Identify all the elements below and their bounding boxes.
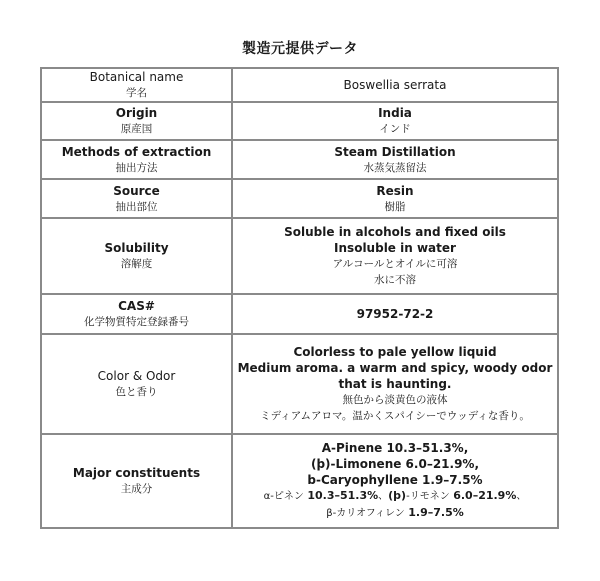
value-en: Boswellia serrata <box>343 78 447 92</box>
value-en: that is haunting. <box>338 377 452 391</box>
value-cell <box>232 434 558 528</box>
label-en: CAS# <box>118 299 155 313</box>
label-cell <box>41 179 232 218</box>
table-row-source <box>41 179 558 218</box>
value-ja: アルコールとオイルに可溶 <box>332 258 458 270</box>
label-en: Solubility <box>104 241 169 255</box>
value-en: b-Caryophyllene 1.9–7.5% <box>307 473 483 487</box>
value-ja: 無色から淡黄色の液体 <box>342 394 448 406</box>
label-ja: 抽出部位 <box>115 200 158 213</box>
table-row-botanical-name <box>41 68 558 102</box>
label-cell <box>41 334 232 434</box>
label-ja: 抽出方法 <box>115 161 158 174</box>
value-ja: 樹脂 <box>384 200 406 213</box>
value-mixed-number: 10.3–51.3% <box>307 489 379 502</box>
spec-table <box>40 67 559 529</box>
value-mixed <box>233 488 557 505</box>
label-cell <box>41 68 232 102</box>
value-mixed-text: 、 <box>378 491 389 502</box>
value-en: Colorless to pale yellow liquid <box>293 345 497 359</box>
label-ja: 原産国 <box>120 123 153 135</box>
table-row-solubility <box>41 218 558 294</box>
value-cell <box>232 294 558 334</box>
label-en: Major constituents <box>72 466 201 480</box>
label-ja: 化学物質特定登録番号 <box>84 316 189 328</box>
value-cell <box>232 179 558 218</box>
label-cell <box>41 102 232 140</box>
value-en: 97952-72-2 <box>356 307 434 321</box>
value-ja: インド <box>379 123 411 135</box>
label-en: Color & Odor <box>97 369 176 383</box>
value-en: Resin <box>376 183 414 198</box>
value-cell <box>232 140 558 179</box>
value-en: Soluble in alcohols and fixed oils <box>284 225 506 239</box>
value-mixed <box>233 505 557 522</box>
value-mixed-text: β-カリオフィレン <box>326 508 405 519</box>
label-en: Botanical name <box>89 70 184 84</box>
value-ja: 水蒸気蒸留法 <box>363 161 427 174</box>
table-row-major-constituents <box>41 434 558 528</box>
table-row-origin <box>41 102 558 140</box>
table-row-cas <box>41 294 558 334</box>
label-ja: 色と香り <box>115 386 158 398</box>
value-mixed-text: -リモネン <box>406 491 450 502</box>
label-ja: 主成分 <box>120 483 153 495</box>
table-row-methods <box>41 140 558 179</box>
value-cell <box>232 68 558 102</box>
value-cell <box>232 218 558 294</box>
label-cell <box>41 434 232 528</box>
label-cell <box>41 218 232 294</box>
value-mixed-text: 、 <box>516 491 527 502</box>
label-en: Source <box>113 183 160 198</box>
value-en: India <box>378 106 412 120</box>
value-cell <box>232 334 558 434</box>
value-en: Medium aroma. a warm and spicy, woody odor <box>237 361 553 375</box>
value-mixed-text: α-ピネン <box>263 491 304 502</box>
label-en: Origin <box>115 106 158 120</box>
label-ja: 溶解度 <box>120 258 153 270</box>
label-en: Methods of extraction <box>61 144 212 159</box>
value-en: A-Pinene 10.3–51.3%, <box>321 441 469 455</box>
label-ja: 学名 <box>126 87 147 99</box>
value-mixed-number: 1.9–7.5% <box>408 506 464 519</box>
value-en: (þ)-Limonene 6.0–21.9%, <box>310 457 480 471</box>
label-cell <box>41 294 232 334</box>
table-row-color-odor <box>41 334 558 434</box>
value-cell <box>232 102 558 140</box>
value-ja: 水に不溶 <box>374 274 416 286</box>
page-title: 製造元提供データ <box>242 41 358 57</box>
label-cell <box>41 140 232 179</box>
value-en: Steam Distillation <box>334 144 456 159</box>
value-mixed-number: 6.0–21.9% <box>453 489 517 502</box>
value-en: Insoluble in water <box>334 241 456 255</box>
value-ja: ミディアムアロマ。温かくスパイシーでウッディな香り。 <box>260 410 530 422</box>
value-mixed-number: (þ) <box>388 489 407 502</box>
